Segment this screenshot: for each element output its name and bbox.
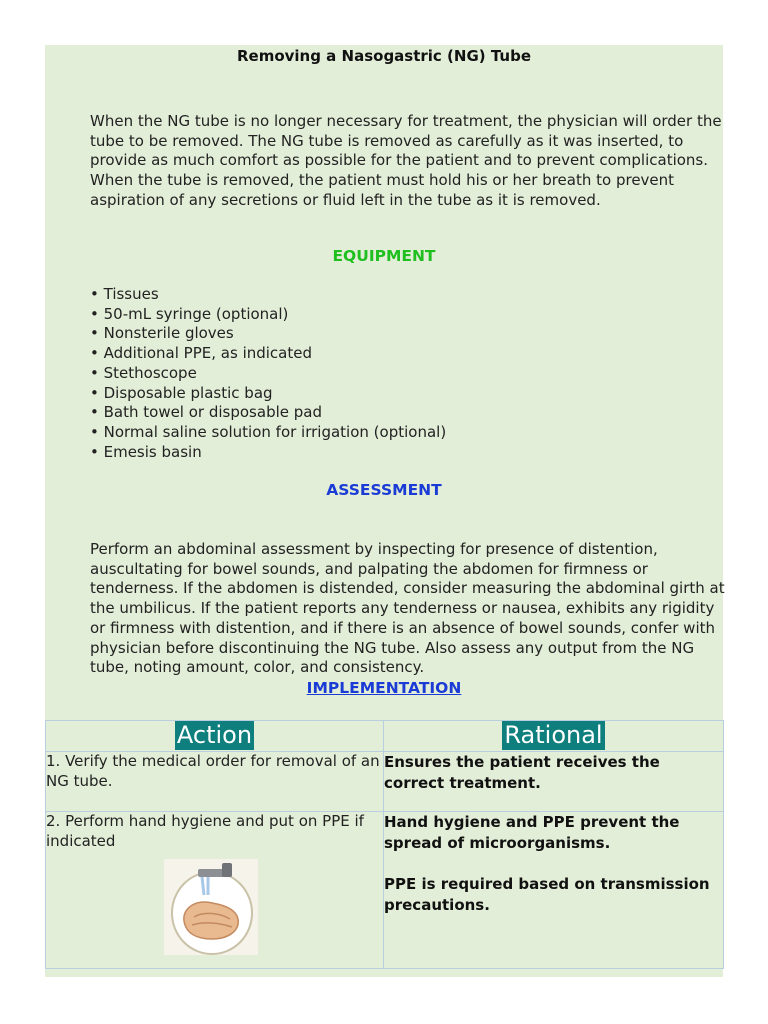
action-text: 2. Perform hand hygiene and put on PPE if indicated [46, 812, 364, 850]
table-row [46, 812, 724, 969]
implementation-table [45, 720, 724, 969]
hand-hygiene-illustration [164, 859, 258, 955]
hand-washing-icon [164, 859, 258, 955]
document-page [45, 45, 723, 977]
assessment-paragraph: Perform an abdominal assessment by inspecting for presence of distention, auscultating for bowel sounds, and palpating the abdomen for firmness or tenderness. If the abdomen is distended, consider measuring the abdominal girth at the umbilicus. If the patient reports any tenderness or nausea, exhibits any rigidity or firmness with distention, and if there is an absence of bowel sounds, confer with physician before discontinuing the NG tube. Also assess any output from the NG tube, noting amount, color, and consistency. [90, 540, 725, 677]
rational-cell [384, 752, 724, 812]
equipment-heading: EQUIPMENT [332, 247, 436, 265]
rational-cell [384, 812, 724, 969]
list-item: • Additional PPE, as indicated [90, 344, 312, 363]
table-row [46, 752, 724, 812]
action-cell [46, 752, 384, 812]
action-cell [46, 812, 384, 969]
action-text: 1. Verify the medical order for removal of an NG tube. [46, 752, 380, 790]
list-item: • Emesis basin [90, 442, 202, 461]
action-header-label: Action [176, 721, 253, 749]
page-title: Removing a Nasogastric (NG) Tube [236, 47, 532, 65]
assessment-heading: ASSESSMENT [326, 481, 442, 499]
action-column-header [46, 721, 384, 752]
rational-text: Ensures the patient receives the correct treatment. [384, 753, 660, 792]
list-item: • Normal saline solution for irrigation (optional) [90, 422, 447, 441]
rational-text: Hand hygiene and PPE prevent the spread of microorganisms. [384, 813, 680, 852]
list-item: • Disposable plastic bag [90, 383, 273, 402]
rational-column-header [384, 721, 724, 752]
list-item: • Tissues [90, 285, 159, 303]
table-header-row [46, 721, 724, 752]
intro-paragraph: When the NG tube is no longer necessary for treatment, the physician will order the tube to be removed. The NG tube is removed as carefully as it was inserted, to provide as much comfort as possible for the patient and to prevent complications. When the tube is removed, the patient must hold his or her breath to prevent aspiration of any secretions or fluid left in the tube as it is removed. [90, 112, 722, 209]
list-item: • Bath towel or disposable pad [90, 403, 322, 422]
equipment-list [90, 285, 446, 462]
list-item: • Nonsterile gloves [90, 324, 234, 343]
rational-text-secondary: PPE is required based on transmission precautions. [384, 875, 710, 914]
rational-header-label: Rational [504, 721, 603, 749]
list-item: • 50-mL syringe (optional) [90, 304, 289, 323]
implementation-heading: IMPLEMENTATION [306, 679, 462, 697]
list-item: • Stethoscope [90, 363, 197, 382]
